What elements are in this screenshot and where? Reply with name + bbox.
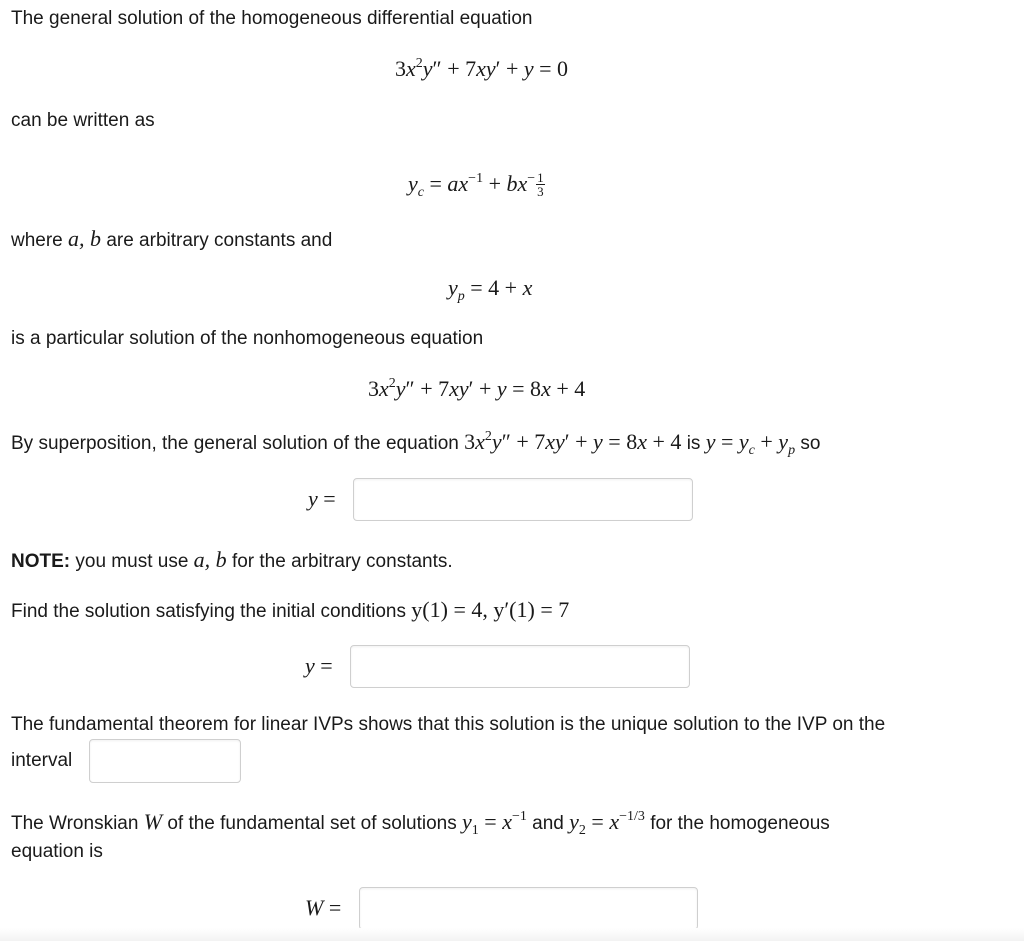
ivp-line: Find the solution satisfying the initial conditions y(1) = 4, y′(1) = 7 [11, 597, 570, 622]
nonhomogeneous-equation: $3x^2y'' + 7xy' + y = 8x + 4$ [368, 376, 586, 401]
wronskian-line: The Wronskian W of the fundamental set of solutions $y_1 = x^{-1}$ and $y_2 = x^{-1/3}$ for the homogeneous [11, 809, 830, 838]
homogeneous-equation: $3x^2y'' + 7xy' + y = 0$ [395, 56, 569, 81]
wronskian-line2: equation is [11, 841, 103, 862]
wronskian-input[interactable] [359, 887, 698, 930]
general-solution-input[interactable] [353, 478, 693, 521]
theorem-text: The fundamental theorem for linear IVPs shows that this solution is the unique solution to the IVP on the [11, 714, 886, 735]
page-bottom-edge [0, 928, 1024, 941]
wronskian-label: W = [305, 895, 342, 920]
where-line: where a, b are arbitrary constants and [11, 226, 333, 251]
general-solution-label: y = [308, 486, 336, 511]
ivp-solution-input[interactable] [350, 645, 690, 688]
intro-text: The general solution of the homogeneous differential equation [11, 8, 533, 29]
particular-solution-equation: $y_p = 4 + x$ [448, 275, 533, 304]
note-line: NOTE: you must use a, b for the arbitrary constants. [11, 547, 453, 572]
interval-label: interval [11, 750, 73, 771]
complementary-solution-equation: $y_c = ax^{-1} + bx^-$ $\frac{1}{3}$ [408, 170, 544, 200]
ivp-solution-label: y = [305, 653, 333, 678]
can-be-written-text: can be written as [11, 110, 155, 131]
initial-conditions: y(1) = 4, y′(1) = 7 [411, 597, 570, 622]
interval-input[interactable] [89, 739, 241, 783]
superposition-line: By superposition, the general solution of the equation $3x^2y'' + 7xy' + y = 8x + 4$ is $y = y_c + y_p$ so [11, 429, 821, 458]
particular-description: is a particular solution of the nonhomogeneous equation [11, 328, 484, 349]
